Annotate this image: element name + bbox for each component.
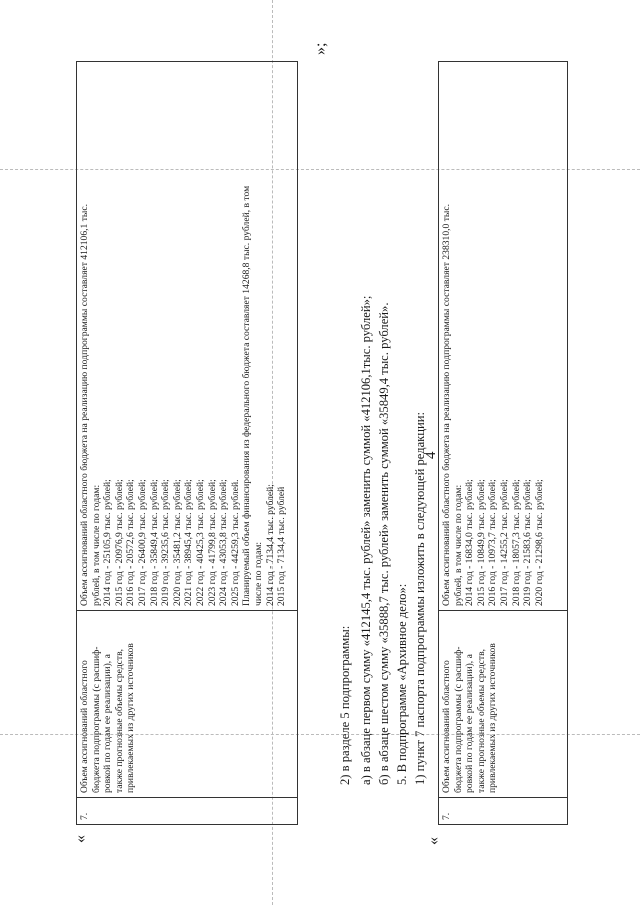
label-line: привлекаемых из других источников [125,643,137,793]
content-line: 2023 год - 41799,8 тыс. рублей; [206,479,218,606]
content-line: 2019 год - 39235,6 тыс. рублей; [160,479,172,606]
content-line: 2024 год - 43053,8 тыс. рублей; [218,479,230,606]
content-line: 2025 год - 44259,3 тыс. рублей. [229,479,241,606]
row-number-cell: 7. [77,798,298,825]
label-line: бюджета подпрограммы (с расшиф- [90,646,102,793]
content-line: 2016 год - 20572,6 тыс. рублей; [125,479,137,606]
open-quote: « [72,835,89,843]
content-line: 2014 год - 7134,4 тыс. рублей; [264,484,276,606]
table-row [439,62,568,825]
passport-table-2 [438,61,568,825]
row-number-cell: 7. [439,798,568,825]
label-line: ровкой по годам ее реализации), а [102,654,114,793]
page-number: 4 [423,451,439,459]
content-line: 2014 год - 16834,0 тыс. рублей; [464,479,476,606]
label-line: Объем ассигнований областного [79,660,90,793]
content-line: 2015 год - 7134,4 тыс. рублей [276,486,288,606]
content-line: 2018 год - 18057,3 тыс. рублей; [510,479,522,606]
content-line: Планируемый объем финансирования из федерального бюджета составляет 14268,8 тыс. рублей, в том [241,185,253,606]
content-line: 2016 год - 10973,7 тыс. рублей; [487,479,499,606]
label-line: также прогнозные объемы средств, [113,648,125,793]
content-line: рублей, в том числе по годам: [452,484,464,606]
label-line: ровкой по годам ее реализации), а [464,654,476,793]
content-line: Объем ассигнований областного бюджета на реализацию подпрограммы составляет 412106,1 тыс. [79,203,90,606]
content-line: 2021 год - 38945,4 тыс. рублей; [183,479,195,606]
paragraph: 5. В подпрограмме «Архивное дело»: [395,583,409,785]
content-cell [77,62,298,611]
content-line: Объем ассигнований областного бюджета на реализацию подпрограммы составляет 238310,0 тыс. [441,203,452,606]
content-line: 2015 год - 10849,9 тыс. рублей; [475,479,487,606]
paragraph: а) в абзаце первом сумму «412145,4 тыс. рублей» заменить суммой «412106,1тыс. рублей»; [359,295,373,785]
content-line: 2020 год - 35481,2 тыс. рублей; [171,479,183,606]
content-line: 2019 год - 21583,6 тыс. рублей; [522,479,534,606]
content-line: рублей, в том числе по годам: [90,484,102,606]
label-line: привлекаемых из других источников [487,643,499,793]
paragraph: 1) пункт 7 паспорта подпрограммы изложить в следующей редакции: [413,411,427,785]
label-cell [77,611,298,798]
close-quote: »; [312,42,329,55]
content-cell [439,62,568,611]
content-line: 2018 год - 35849,4 тыс. рублей; [148,479,160,606]
label-cell [439,611,568,798]
passport-table-1 [76,61,298,825]
label-line: бюджета подпрограммы (с расшиф- [452,646,464,793]
content-line: 2014 год - 25105,9 тыс. рублей; [102,479,114,606]
content-line: 2017 год - 14255,2 тыс. рублей; [498,479,510,606]
label-line: Объем ассигнований областного [441,660,452,793]
label-line: также прогнозные объемы средств, [475,648,487,793]
paragraph: 2) в разделе 5 подпрограммы: [338,625,352,785]
content-line: числе по годам: [252,541,264,606]
content-line: 2015 год - 20976,9 тыс. рублей; [113,479,125,606]
open-quote: « [425,837,442,845]
paragraph: б) в абзаце шестом сумму «35888,7 тыс. рублей» заменить суммой «35849,4 тыс. рублей». [377,302,391,785]
content-line: 2022 год - 40425,3 тыс. рублей; [194,479,206,606]
content-line: 2020 год - 21298,6 тыс. рублей; [533,479,545,606]
table-row [77,62,298,825]
content-line: 2017 год - 26400,9 тыс. рублей; [136,479,148,606]
